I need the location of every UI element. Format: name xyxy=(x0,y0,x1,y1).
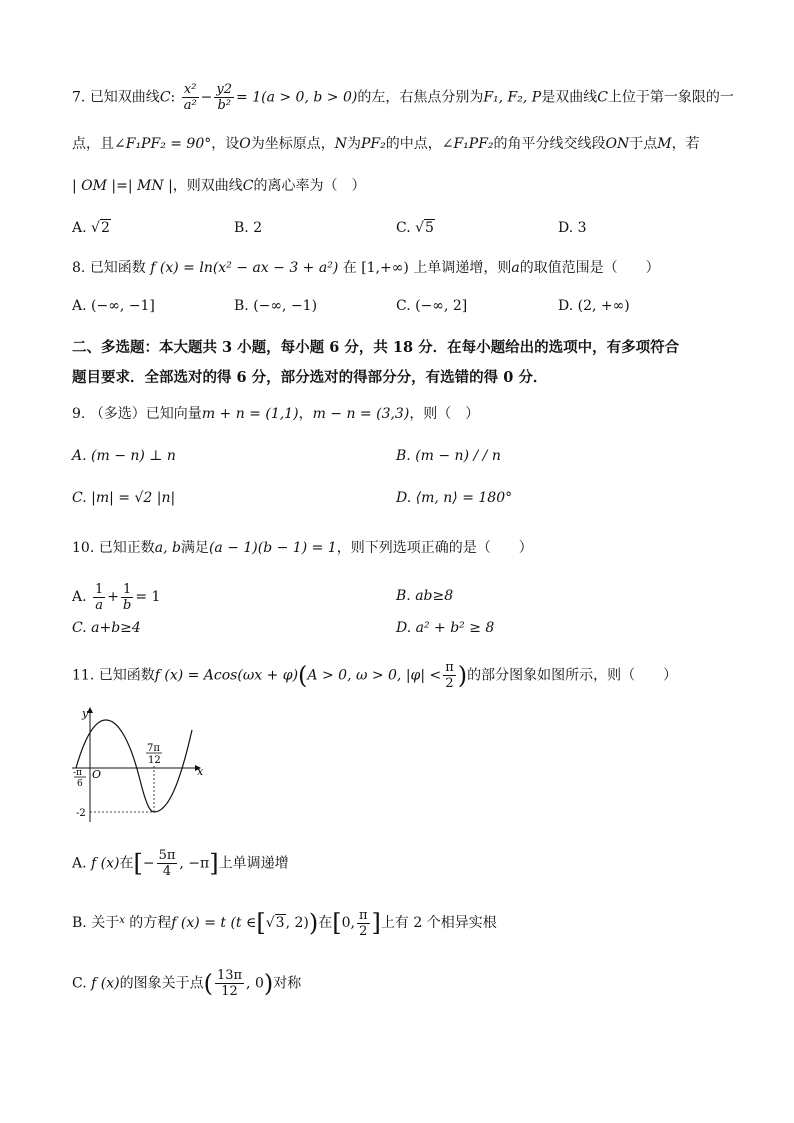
q9-option-a: A. (m − n) ⊥ n xyxy=(72,448,176,464)
q7-frac-y: $\frac{y2}{\text{b²}}$ xyxy=(216,82,233,113)
q7-line1: 7. 已知双曲线C: $\frac{\text{x²}}{\text{a²}}$ − $\frac{y2}{\text{b²}}$ = 1(a > 0, b > 0)的左，右焦点分别为F₁, F₂, P是双曲线C上位于第一象限的一 xyxy=(72,82,734,113)
q7-line3: | OM |=| MN |，则双曲线C的离心率为（ ） xyxy=(72,178,366,194)
origin-label: O xyxy=(92,768,102,781)
q9-option-b: B. (m − n) / / n xyxy=(396,448,501,464)
section2-heading-line1: 二、多选题：本大题共 3 小题，每小题 6 分，共 18 分．在每小题给出的选项中，有多项符合 xyxy=(72,339,680,356)
q11-option-a: A. f (x)在[− $\frac{5\pi}{4}$ , −π]上单调递增 xyxy=(72,848,289,879)
q7-option-a: A. √2 xyxy=(72,220,110,236)
min-value-label: -2 xyxy=(76,808,86,819)
q10-option-a: A. $\frac{1}{a}$ + $\frac{1}{b}$ = 1 xyxy=(72,581,161,613)
q10-option-d: D. a² + b² ≥ 8 xyxy=(396,620,495,636)
q9-option-d: D. ⟨m, n⟩ = 180° xyxy=(396,490,513,506)
x-axis-label: x xyxy=(197,765,204,778)
q7-line2: 点，且∠F₁PF₂ = 90°，设O为坐标原点，N为PF₂的中点，∠F₁PF₂的角平分线交线段ON于点M，若 xyxy=(72,136,700,152)
q10-option-b: B. ab≥8 xyxy=(396,588,454,604)
q10-option-c: C. a+b≥4 xyxy=(72,620,141,636)
q8-option-b: B. (−∞, −1) xyxy=(234,298,318,314)
neg-tick-den: 6 xyxy=(77,779,83,789)
neg-tick-label: -π xyxy=(73,768,82,778)
q11-stem: 11. 已知函数f (x) = Acos(ωx + φ)(A > 0, ω > 0, |φ| < $\frac{\pi}{2}$ )的部分图象如图所示，则（ ） xyxy=(72,660,678,691)
q7-frac-x: $\frac{\text{x²}}{\text{a²}}$ xyxy=(183,82,197,113)
cosine-graph xyxy=(70,700,210,825)
q8-option-d: D. (2, +∞) xyxy=(558,298,630,314)
q10-stem: 10. 已知正数a, b满足(a − 1)(b − 1) = 1，则下列选项正确的是（ ） xyxy=(72,540,533,556)
q8-option-c: C. (−∞, 2] xyxy=(396,298,468,314)
cosine-curve xyxy=(76,720,192,812)
q7-option-d: D. 3 xyxy=(558,220,587,236)
q9-stem: 9. （多选）已知向量m + n = (1,1)，m − n = (3,3)，则（ ） xyxy=(72,406,480,422)
q8-option-a: A. (−∞, −1] xyxy=(72,298,155,314)
tick-7pi-12-num: 7π xyxy=(147,743,160,754)
section2-heading-line2: 题目要求．全部选对的得 6 分，部分选对的得部分分，有选错的得 0 分． xyxy=(72,369,548,386)
q7-option-c: C. √5 xyxy=(396,220,434,236)
q7-option-b: B. 2 xyxy=(234,220,263,236)
y-axis-label: y xyxy=(82,707,89,720)
q9-option-c: C. |m| = √2 |n| xyxy=(72,490,176,506)
q11-option-b: B. 关于$^x$ 的方程f (x) = t (t ∈[√3, 2))在[0, $\frac{\pi}{2}$ ]上有 2 个相异实根 xyxy=(72,907,497,939)
q8-stem: 8. 已知函数 f (x) = ln(x² − ax − 3 + a²) 在 [1,+∞) 上单调递增，则a的取值范围是（ ） xyxy=(72,260,660,276)
q11-option-c: C. f (x)的图象关于点( $\frac{13\pi}{12}$ , 0)对称 xyxy=(72,968,302,999)
tick-7pi-12-den: 12 xyxy=(148,755,161,766)
